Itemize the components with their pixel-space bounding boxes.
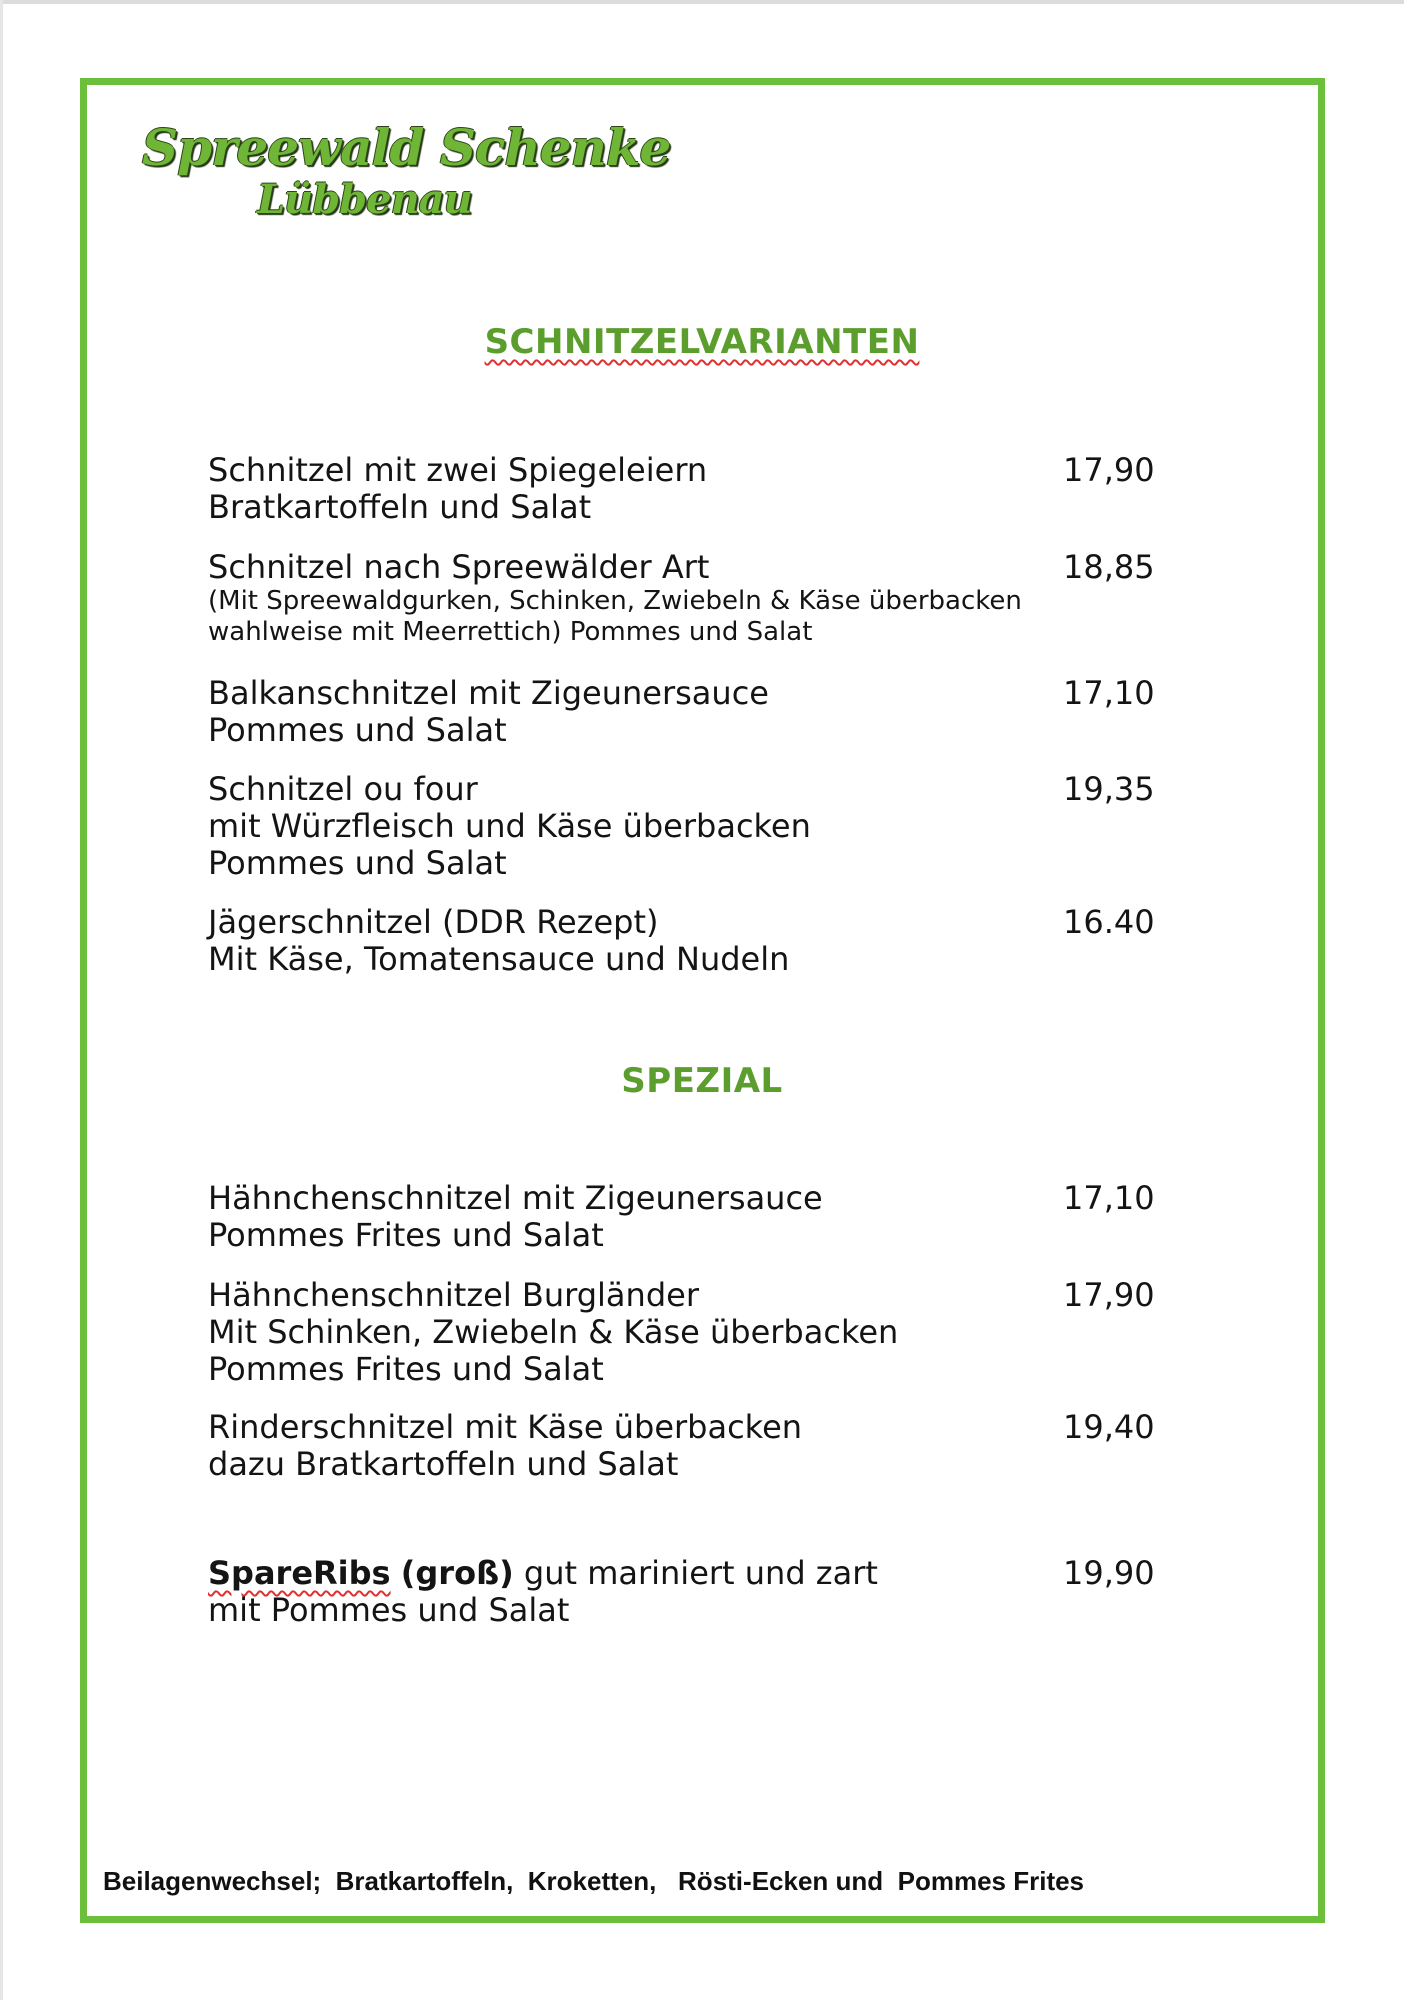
logo-line-1: Spreewald Schenke <box>142 118 671 177</box>
item-description: Mit Käse, Tomatensauce und Nudeln <box>208 940 790 978</box>
left-edge-line <box>0 0 3 2000</box>
item-description: dazu Bratkartoffeln und Salat <box>208 1445 679 1483</box>
item-name: Hähnchenschnitzel Burgländer <box>208 1276 699 1314</box>
item-description: mit Würzfleisch und Käse überbacken <box>208 807 811 845</box>
item-description: Pommes und Salat <box>208 844 507 882</box>
item-name: Rinderschnitzel mit Käse überbacken <box>208 1408 803 1446</box>
item-price: 16.40 <box>1063 903 1155 941</box>
menu-item <box>208 1409 1188 1483</box>
menu-item <box>208 452 1188 526</box>
item-name: Schnitzel nach Spreewälder Art <box>208 548 710 586</box>
menu-item <box>208 675 1188 749</box>
item-description: Pommes und Salat <box>208 711 507 749</box>
menu-item <box>208 1277 1188 1388</box>
item-price: 17,90 <box>1063 451 1155 489</box>
menu-item <box>208 549 1188 648</box>
item-description: Bratkartoffeln und Salat <box>208 488 592 526</box>
item-name: Schnitzel ou four <box>208 770 478 808</box>
menu-item <box>208 1555 1188 1629</box>
item-description: Mit Schinken, Zwiebeln & Käse überbacken <box>208 1313 899 1351</box>
menu-item <box>208 771 1188 882</box>
menu-item <box>208 904 1188 978</box>
side-dish-note: Beilagenwechsel; Bratkartoffeln, Kroketten, Rösti-Ecken und Pommes Frites <box>103 1866 1085 1896</box>
item-name: Balkanschnitzel mit Zigeunersauce <box>208 674 769 712</box>
item-price: 19,90 <box>1063 1554 1155 1592</box>
item-description: wahlweise mit Meerrettich) Pommes und Salat <box>208 617 813 647</box>
item-name: Schnitzel mit zwei Spiegeleiern <box>208 451 708 489</box>
item-price: 18,85 <box>1063 548 1155 586</box>
item-price: 17,90 <box>1063 1276 1155 1314</box>
item-description: mit Pommes und Salat <box>208 1591 570 1629</box>
section-title-spezial: SPEZIAL <box>621 1061 783 1101</box>
top-edge-line <box>0 0 1404 4</box>
item-size: (groß) <box>400 1554 514 1592</box>
item-description: Pommes Frites und Salat <box>208 1350 604 1388</box>
section-title-schnitzel: SCHNITZELVARIANTEN <box>484 322 920 362</box>
item-name: Jägerschnitzel (DDR Rezept) <box>208 903 659 941</box>
restaurant-logo <box>142 118 671 238</box>
item-name-bold: SpareRibs <box>208 1554 391 1592</box>
item-name: Hähnchenschnitzel mit Zigeunersauce <box>208 1179 823 1217</box>
item-price: 17,10 <box>1063 674 1155 712</box>
logo-line-2: Lübbenau <box>257 176 472 223</box>
item-price: 19,40 <box>1063 1408 1155 1446</box>
item-description: (Mit Spreewaldgurken, Schinken, Zwiebeln & Käse überbacken <box>208 586 1022 616</box>
item-price: 19,35 <box>1063 770 1155 808</box>
menu-item <box>208 1180 1188 1254</box>
item-name <box>208 1555 1188 1592</box>
item-price: 17,10 <box>1063 1179 1155 1217</box>
item-name-rest: gut mariniert und zart <box>523 1554 878 1592</box>
item-description: Pommes Frites und Salat <box>208 1216 604 1254</box>
